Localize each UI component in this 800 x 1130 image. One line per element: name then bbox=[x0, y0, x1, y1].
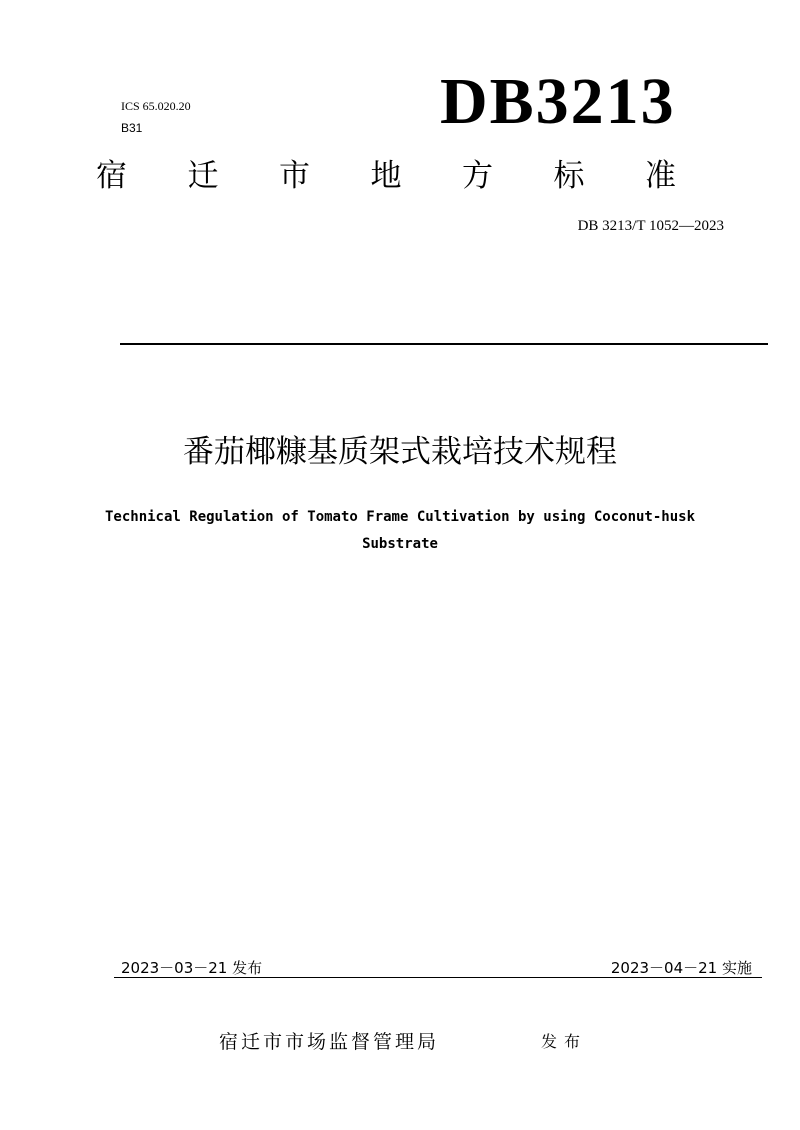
issue-date: 2023－03－21 发布 bbox=[121, 959, 263, 977]
implementation-date: 2023－04－21 实施 bbox=[610, 959, 752, 977]
standard-number: DB 3213/T 1052—2023 bbox=[577, 218, 724, 234]
english-title-line: Substrate bbox=[362, 536, 438, 552]
top-divider bbox=[120, 343, 768, 345]
issuing-authority: 宿迁市市场监督管理局 bbox=[219, 1031, 440, 1053]
english-title-line: Technical Regulation of Tomato Frame Cultivation by using Coconut-husk bbox=[104, 509, 695, 525]
standard-type-char: 标 bbox=[553, 158, 585, 194]
ccs-code: B31 bbox=[121, 121, 143, 135]
bottom-divider bbox=[114, 977, 762, 978]
standard-type-char: 准 bbox=[645, 158, 676, 194]
db-code-heading: DB3213 bbox=[440, 65, 676, 138]
standard-type-heading bbox=[96, 154, 676, 198]
issued-label: 发布 bbox=[541, 1032, 588, 1051]
standard-type-char: 迁 bbox=[187, 158, 219, 194]
standard-type-char: 地 bbox=[370, 158, 402, 194]
standard-type-char: 方 bbox=[462, 158, 493, 194]
standard-type-char: 市 bbox=[279, 158, 310, 194]
document-title-chinese: 番茄椰糠基质架式栽培技术规程 bbox=[183, 434, 617, 470]
ics-code: ICS 65.020.20 bbox=[121, 99, 191, 113]
document-title-english bbox=[60, 504, 740, 558]
standard-type-char: 宿 bbox=[96, 158, 127, 194]
